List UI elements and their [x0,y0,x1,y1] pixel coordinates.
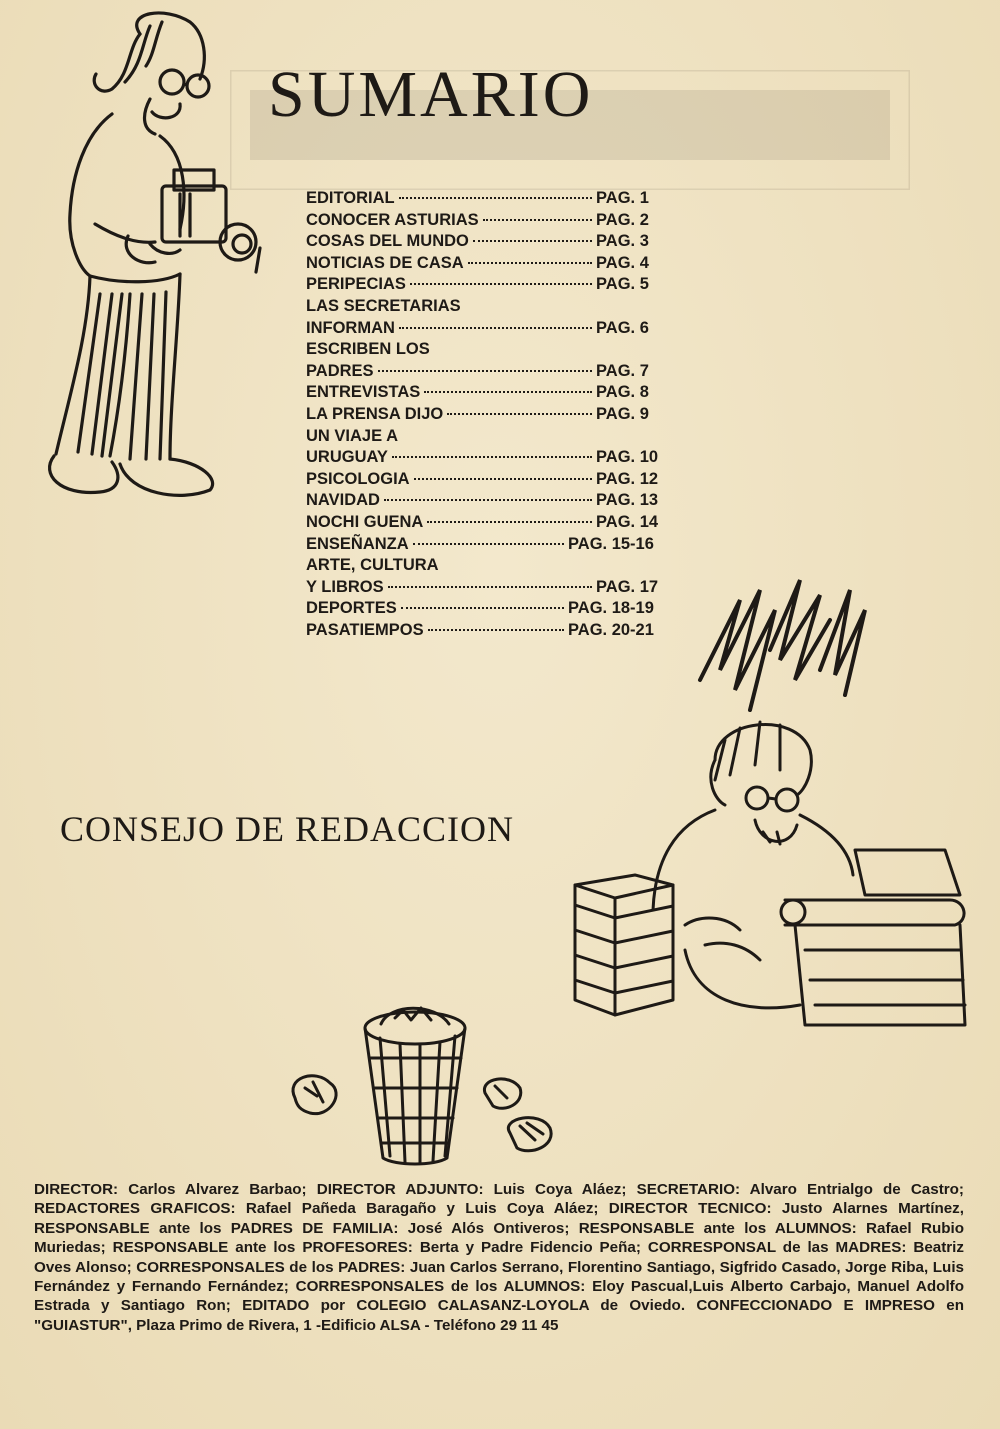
toc-entry-page: PAG. 10 [596,448,659,467]
toc-entry [306,620,666,642]
toc-entry-page: PAG. 13 [596,491,659,510]
toc-entry-page: PAG. 2 [596,210,649,229]
toc-entry [306,512,666,534]
wastebasket-cartoon [285,998,585,1178]
toc-entry-page: PAG. 9 [596,404,649,423]
toc-entry-label-line1: ESCRIBEN LOS [306,340,430,359]
toc-entry-label: NOCHI GUENA [306,512,424,531]
toc-entry [306,404,666,426]
toc-leader-dots [427,521,592,523]
toc-entry-label: EDITORIAL [306,189,395,207]
toc-leader-dots [447,413,592,415]
toc-leader-dots [428,629,564,631]
toc-entry-label: NAVIDAD [306,491,380,510]
typist-cartoon [565,700,975,1050]
toc-entry-page: PAG. 4 [596,253,649,272]
toc-entry [306,210,666,232]
toc-entry-page: PAG. 12 [596,469,659,488]
toc-entry-label: ENSEÑANZA [306,534,409,553]
toc-entry [306,188,666,210]
toc-leader-dots [384,499,592,501]
toc-leader-dots [410,283,592,285]
toc-entry-page: PAG. 6 [596,318,649,337]
toc-entry-label-line1: ARTE, CULTURA [306,556,439,575]
toc-entry-page: PAG. 7 [596,361,649,380]
toc-leader-dots [424,391,592,393]
toc-entry-label: PADRES [306,361,374,380]
toc-entry-label-line1: LAS SECRETARIAS [306,296,461,315]
toc-entry-label: COSAS DEL MUNDO [306,232,469,251]
page-title: SUMARIO [268,58,594,131]
toc-entry-page: PAG. 8 [596,383,649,402]
toc-leader-dots [392,456,592,458]
toc-entry [306,426,666,469]
toc-leader-dots [378,370,592,372]
toc-entry-page: PAG. 3 [596,232,649,251]
toc-entry [306,231,666,253]
toc-entry-label: CONOCER ASTURIAS [306,210,479,229]
toc-entry-page: PAG. 20-21 [568,620,654,639]
toc-entry [306,534,666,556]
toc-leader-dots [399,197,592,199]
toc-entry-label: DEPORTES [306,599,397,618]
toc-entry-label: PERIPECIAS [306,275,406,294]
toc-entry-label: URUGUAY [306,448,388,467]
toc-entry-label: LA PRENSA DIJO [306,404,444,423]
toc-leader-dots [388,586,592,588]
toc-entry-page: PAG. 15-16 [568,534,654,553]
toc-leader-dots [473,240,592,242]
toc-entry [306,296,666,339]
toc-leader-dots [399,327,592,329]
toc-entry [306,555,666,598]
toc-entry-label: Y LIBROS [306,577,384,596]
photographer-cartoon [30,4,270,504]
toc-entry-label: PSICOLOGIA [306,469,410,488]
toc-entry-label: NOTICIAS DE CASA [306,253,464,272]
toc-entry [306,598,666,620]
toc-entry-label: ENTREVISTAS [306,383,421,402]
toc-entry-label: INFORMAN [306,318,395,337]
toc-entry-page: PAG. 17 [596,577,659,596]
toc-entry-page: PAG. 14 [596,512,659,531]
toc-entry [306,274,666,296]
toc-entry [306,339,666,382]
toc-entry-page: PAG. 5 [596,275,649,294]
toc-entry-page: PAG. 1 [596,189,649,207]
toc-entry [306,490,666,512]
toc-leader-dots [413,543,564,545]
toc-entry [306,469,666,491]
toc-entry-page: PAG. 18-19 [568,599,654,618]
editorial-board-credits: DIRECTOR: Carlos Alvarez Barbao; DIRECTOR ADJUNTO: Luis Coya Aláez; SECRETARIO: Alvaro Entrialgo de Castro; REDACTORES GRAFICOS: Rafael Pañeda Baragaño y Luis Coya Aláez; DIRECTOR TECNICO: Justo Alarnes Martínez, RESPONSABLE ante los PADRES DE FAMILIA: José Alós Ontiveros; RESPONSABLE ante los ALUMNOS: Rafael Rubio Muriedas; RESPONSABLE ante los PROFESORES: Berta y Padre Fidencio Peña; CORRESPONSAL de las MADRES: Beatriz Oves Alonso; CORRESPONSALES de los PADRES: Juan Carlos Serrano, Florentino Santiago, Sigfrido Casado, Jorge Riba, Luis Fernández y Fernando Fernández; CORRESPONSALES de los ALUMNOS: Eloy Pascual,Luis Alberto Carbajo, Manuel Adolfo Estrada y Santiago Ron; EDITADO por COLEGIO CALASANZ-LOYOLA de Oviedo. CONFECCIONADO E IMPRESO en "GUIASTUR", Plaza Primo de Rivera, 1 -Edificio ALSA - Teléfono 29 11 45 [34,1181,964,1334]
section-title: CONSEJO DE REDACCION [60,809,515,849]
toc-leader-dots [468,262,592,264]
toc-entry [306,382,666,404]
toc-entry [306,253,666,275]
toc-entry-label-line1: UN VIAJE A [306,426,398,445]
toc-entry-label: PASATIEMPOS [306,620,424,639]
toc-leader-dots [483,219,592,221]
toc-leader-dots [401,607,564,609]
toc-leader-dots [414,478,592,480]
table-of-contents [306,188,666,641]
